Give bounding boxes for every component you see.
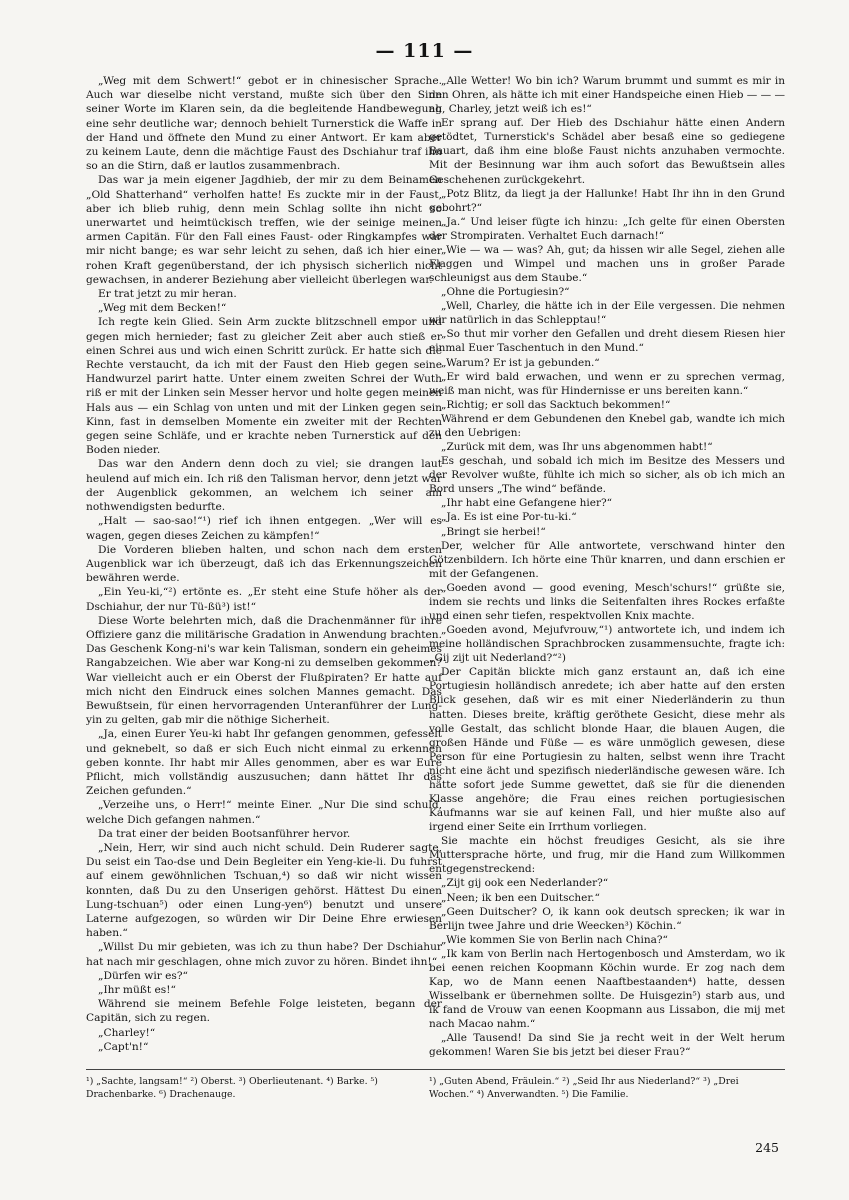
paragraph: Diese Worte belehrten mich, daß die Drachenmänner für ihre Offiziere ganz die militärische Gradation in Anwendung brachten. Das Geschenk Kong-ni's war kein Talisman, sondern ein geheimes Rangabzeichen. Wie aber war Kong-ni zu demselben gekommen? War vielleicht auch er ein Oberst der Flußpiraten? Er hatte auf mich nicht den Eindruck eines solchen Mannes gemacht. Das Bewußtsein, für einen hervorragenden Unteranführer der Lung-yin zu gelten, gab mir die nöthige Sicherheit. bbox=[86, 614, 442, 727]
paragraph: „Willst Du mir gebieten, was ich zu thun habe? Der Dschiahur hat nach mir geschlagen, ohne mich zuvor zu hören. Bindet ihn!“ bbox=[86, 941, 442, 968]
footnotes-right: ¹) „Guten Abend, Fräulein.“ ²) „Seid Ihr aus Niederland?“ ³) „Drei Wochen.“ ⁴) Anverwandten. ⁵) Die Familie. bbox=[429, 1076, 739, 1100]
paragraph: „Well, Charley, die hätte ich in der Eile vergessen. Die nehmen wir natürlich in das Schlepptau!“ bbox=[429, 300, 785, 327]
paragraph: Das war den Andern denn doch zu viel; sie drangen laut heulend auf mich ein. Ich riß den Talisman hervor, denn jetzt war der Augenblick gekommen, an welchem ich seiner am nothwendigsten bedurfte. bbox=[86, 458, 442, 514]
footnote-divider bbox=[86, 1069, 442, 1070]
folio-number: 245 bbox=[755, 1140, 779, 1155]
paragraph: „Ja. Es ist eine Por-tu-ki.“ bbox=[441, 511, 577, 524]
paragraph: „Halt — sao-sao!“¹) rief ich ihnen entgegen. „Wer will es wagen, gegen dieses Zeichen zu kämpfen!“ bbox=[86, 515, 442, 542]
paragraph: „Ein Yeu-ki,“²) ertönte es. „Er steht eine Stufe höher als der Dschiahur, der nur Tü-ßü³) ist!“ bbox=[86, 586, 442, 613]
paragraph: Während sie meinem Befehle Folge leisteten, begann der Capitän, sich zu regen. bbox=[86, 998, 442, 1025]
paragraph: „Wie — wa — was? Ah, gut; da hissen wir alle Segel, ziehen alle Flaggen und Wimpel und machen uns in großer Parade schleunigst aus dem Staube.“ bbox=[429, 243, 785, 285]
paragraph: „Zurück mit dem, was Ihr uns abgenommen habt!“ bbox=[441, 441, 713, 454]
footnote-divider bbox=[429, 1069, 785, 1070]
paragraph: Er trat jetzt zu mir heran. bbox=[98, 288, 237, 301]
paragraph: „Geen Duitscher? O, ik kann ook deutsch sprecken; ik war in Berlijn twee Jahre und drie Weecken³) Köchin.“ bbox=[429, 905, 785, 932]
paragraph: „Nein, Herr, wir sind auch nicht schuld. Dein Ruderer sagte, Du seist ein Tao-dse und Dein Begleiter ein Yeng-kie-li. Du fuhrst auf einem gewöhnlichen Tschuan,⁴) so daß wir nicht wissen konnten, daß Du zu den Unserigen gehörst. Hättest Du einen Lung-tschuan⁵) oder einen Lung-yen⁶) benutzt und unsere Laterne aufgezogen, so würden wir Dir Deine Ehre erwiesen haben.“ bbox=[86, 841, 442, 940]
paragraph: „Ihr habt eine Gefangene hier?“ bbox=[441, 497, 613, 510]
paragraph: „Zijt gij ook een Nederlander?“ bbox=[441, 877, 609, 890]
paragraph: „Ja.“ Und leiser fügte ich hinzu: „Ich gelte für einen Obersten der Strompiraten. Verhaltet Euch darnach!“ bbox=[429, 215, 785, 242]
paragraph: „Wie kommen Sie von Berlin nach China?“ bbox=[441, 933, 668, 946]
paragraph: „Bringt sie herbei!“ bbox=[441, 525, 546, 538]
paragraph: „Goeden avond, Mejufvrouw,“¹) antwortete ich, und indem ich meine holländischen Sprachbrocken zusammensuchte, fragte ich: „Gij zijt uit Nederland?“²) bbox=[429, 624, 785, 665]
paragraph: „Warum? Er ist ja gebunden.“ bbox=[441, 356, 600, 369]
paragraph: „So thut mir vorher den Gefallen und dreht diesem Riesen hier einmal Euer Taschentuch in den Mund.“ bbox=[429, 328, 785, 355]
paragraph: „Ihr müßt es!“ bbox=[98, 984, 176, 996]
paragraph: „Goeden avond — good evening, Mesch'schurs!“ grüßte sie, indem sie rechts und links die Seitenfalten ihres Rockes erfaßte und einen sehr tiefen, respektvollen Knix machte. bbox=[429, 581, 785, 622]
paragraph: „Verzeihe uns, o Herr!“ meinte Einer. „Nur Die sind schuld, welche Dich gefangen nahmen.“ bbox=[86, 799, 442, 826]
paragraph: Der, welcher für Alle antwortete, verschwand hinter den Götzenbildern. Ich hörte eine Thür knarren, und dann erschien er mit der Gefangenen. bbox=[429, 539, 785, 580]
left-text-column bbox=[86, 74, 442, 1054]
paragraph: Während er dem Gebundenen den Knebel gab, wandte ich mich zu den Uebrigen: bbox=[429, 412, 785, 439]
paragraph: „Weg mit dem Schwert!“ gebot er in chinesischer Sprache. Auch war dieselbe nicht verstand, mußte sich über den Sinn seiner Worte im Klaren sein, da die begleitende Handbewegung eine sehr deutliche war; dennoch behielt Turnerstick die Waffe in der Hand und öffnete den Mund zu einer Antwort. Er kam aber zu keinem Laute, denn die mächtige Faust des Dschiahur traf ihn so an die Stirn, daß er lautlos zusammenbrach. bbox=[86, 75, 442, 173]
paragraph: „Alle Tausend! Da sind Sie ja recht weit in der Welt herum gekommen! Waren Sie bis jetzt bei dieser Frau?“ bbox=[429, 1032, 785, 1059]
paragraph: „Potz Blitz, da liegt ja der Hallunke! Habt Ihr ihn in den Grund gebohrt?“ bbox=[429, 187, 785, 214]
right-text-column bbox=[429, 74, 785, 1059]
paragraph: „Dürfen wir es?“ bbox=[98, 969, 188, 982]
paragraph: „Er wird bald erwachen, und wenn er zu sprechen vermag, weiß man nicht, was für Hindernisse er uns bereiten kann.“ bbox=[429, 370, 785, 397]
paragraph: „Charley!“ bbox=[98, 1026, 156, 1039]
paragraph: Er sprang auf. Der Hieb des Dschiahur hätte einen Andern getödtet, Turnerstick's Schädel aber besaß eine so gediegene Bauart, daß ihm eine bloße Faust nichts anzuhaben vermochte. Mit der Besinnung war ihm auch sofort das Bewußtsein alles Geschehenen zurückgekehrt. bbox=[429, 117, 785, 186]
paragraph: „Ja, einen Eurer Yeu-ki habt Ihr gefangen genommen, gefesselt und geknebelt, so daß er sich Euch nicht einmal zu erkennen geben konnte. Ihr habt mir Alles genommen, aber es war Eure Pflicht, mich vollständig auszusuchen; dann hättet Ihr das Zeichen gefunden.“ bbox=[86, 728, 442, 798]
paragraph: Da trat einer der beiden Bootsanführer hervor. bbox=[98, 827, 351, 840]
paragraph: „Ohne die Portugiesin?“ bbox=[441, 286, 570, 299]
paragraph: Es geschah, und sobald ich mich im Besitze des Messers und der Revolver wußte, fühlte ich mich so sicher, als ob ich mich an Bord unsers „The wind“ befände. bbox=[429, 455, 785, 496]
paragraph: „Capt'n!“ bbox=[98, 1040, 149, 1053]
paragraph: „Ik kam von Berlin nach Hertogenbosch und Amsterdam, wo ik bei eenen reichen Koopmann Köchin wurde. Er zog nach dem Kap, wo de Mann eenen Naaftbestaanden⁴) hatte, dessen Wisselbank er übernehmen sollte. De Huisgezin⁵) starb aus, und ik fand de Vrouw van eenen Koopmann aus Lissabon, die mij met nach Macao nahm.“ bbox=[429, 947, 785, 1031]
paragraph: Sie machte ein höchst freudiges Gesicht, als sie ihre Muttersprache hörte, und frug, mir die Hand zum Willkommen entgegenstreckend: bbox=[429, 835, 785, 876]
paragraph: „Neen; ik ben een Duitscher.“ bbox=[441, 891, 600, 904]
paragraph: Der Capitän blickte mich ganz erstaunt an, daß ich eine Portugiesin holländisch anredete; ich aber hatte auf den ersten Blick gesehen, daß wir es mit einer Niederländerin zu thun hatten. Dieses breite, kräftig geröthete Gesicht, diese mehr als volle Gestalt, das schlicht blonde Haar, die blauen Augen, die großen Hände und Füße — es wäre unmöglich gewesen, diese Person für eine Portugiesin zu halten, selbst wenn ihre Tracht nicht eine ächt und spezifisch niederländische gewesen wäre. Ich hätte sofort jede Summe gewettet, daß sie für die dienenden Klasse angehöre; die Frau eines reichen portugiesischen Kaufmanns war sie auf keinen Fall, und hier mußte also auf irgend einer Seite ein Irrthum vorliegen. bbox=[429, 666, 785, 834]
paragraph: „Alle Wetter! Wo bin ich? Warum brummt und summt es mir in den Ohren, als hätte ich mit einer Handspeiche einen Hieb — — — ah, Charley, jetzt weiß ich es!“ bbox=[429, 75, 785, 116]
paragraph: Die Vorderen blieben halten, und schon nach dem ersten Augenblick war ich überzeugt, daß ich das Erkennungszeichen bewähren werde. bbox=[86, 543, 442, 585]
paragraph: „Richtig; er soll das Sacktuch bekommen!“ bbox=[441, 398, 671, 411]
footnotes-left: ¹) „Sachte, langsam!“ ²) Oberst. ³) Oberlieutenant. ⁴) Barke. ⁵) Drachenbarke. ⁶) Drachenauge. bbox=[86, 1076, 378, 1100]
paragraph: Das war ja mein eigener Jagdhieb, der mir zu dem Beinamen „Old Shatterhand“ verholfen hatte! Es zuckte mir in der Faust, aber ich blieb ruhig, denn mein Schlag sollte ihn nicht so unerwartet und heimtückisch treffen, wie der seinige meinen armen Capitän. Für den Fall eines Faust- oder Ringkampfes war mir nicht bange; es war sehr leicht zu sehen, daß ich hier einer rohen Kraft gegenüberstand, der ich physisch sicherlich nicht gewachsen, in anderer Beziehung aber vielleicht überlegen war. bbox=[86, 174, 442, 286]
paragraph: Ich regte kein Glied. Sein Arm zuckte blitzschnell empor und gegen mich hernieder; fast zu gleicher Zeit aber auch stieß er einen Schrei aus und wich einen Schritt zurück. Er hatte sich die Rechte verstaucht, da ich mit der Faust den Hieb gegen seine Handwurzel parirt hatte. Unter einem zweiten Schrei der Wuth riß er mit der Linken sein Messer hervor und holte gegen meinen Hals aus — ein Schlag von unten und mit der Linken gegen sein Kinn, fast in demselben Momente ein zweiter mit der Rechten gegen seine Schläfe, und er krachte neben Turnerstick auf den Boden nieder. bbox=[86, 316, 442, 457]
page-number-header: — 111 — bbox=[375, 40, 474, 62]
paragraph: „Weg mit dem Becken!“ bbox=[98, 302, 227, 315]
